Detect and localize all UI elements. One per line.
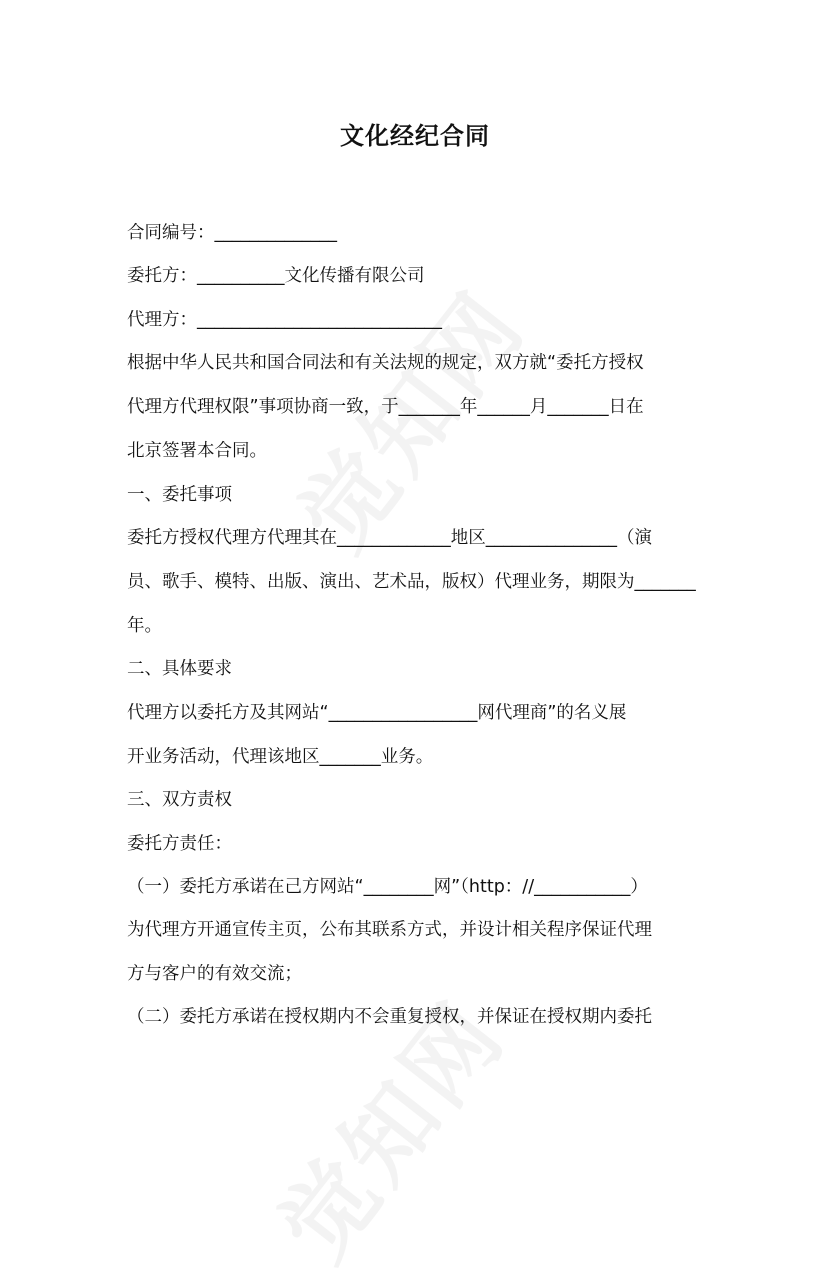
clause-line: 为代理方开通宣传主页，公布其联系方式，并设计相关程序保证代理 bbox=[127, 920, 652, 940]
preamble-line: 根据中华人民共和国合同法和有关法规的规定，双方就“委托方授权 bbox=[127, 353, 644, 373]
preamble-line: 代理方代理权限”事项协商一致，于_______年______月_______日在 bbox=[127, 397, 644, 417]
clause-line: （二）委托方承诺在授权期内不会重复授权，并保证在授权期内委托 bbox=[127, 1007, 652, 1027]
paragraph-line: 年。 bbox=[127, 616, 162, 636]
principal-line: 委托方：__________文化传播有限公司 bbox=[127, 266, 425, 286]
section-heading: 二、具体要求 bbox=[127, 659, 232, 679]
paragraph-line: 委托方授权代理方代理其在_____________地区_______________（演 bbox=[127, 528, 652, 548]
paragraph-line: 员、歌手、模特、出版、演出、艺术品，版权）代理业务，期限为_______ bbox=[127, 572, 696, 592]
preamble-line: 北京签署本合同。 bbox=[127, 441, 267, 461]
agent-line: 代理方：____________________________ bbox=[127, 310, 442, 330]
subheading: 委托方责任： bbox=[127, 834, 232, 854]
paragraph-line: 代理方以委托方及其网站“_________________网代理商”的名义展 bbox=[127, 703, 627, 723]
paragraph-line: 开业务活动，代理该地区_______业务。 bbox=[127, 747, 434, 767]
document-title: 文化经纪合同 bbox=[340, 122, 490, 150]
clause-line: 方与客户的有效交流； bbox=[127, 964, 302, 984]
section-heading: 三、双方责权 bbox=[127, 790, 232, 810]
section-heading: 一、委托事项 bbox=[127, 485, 232, 505]
clause-line: （一）委托方承诺在己方网站“________网”（http：//___________） bbox=[127, 877, 648, 897]
contract-number-line: 合同编号：______________ bbox=[127, 223, 337, 243]
